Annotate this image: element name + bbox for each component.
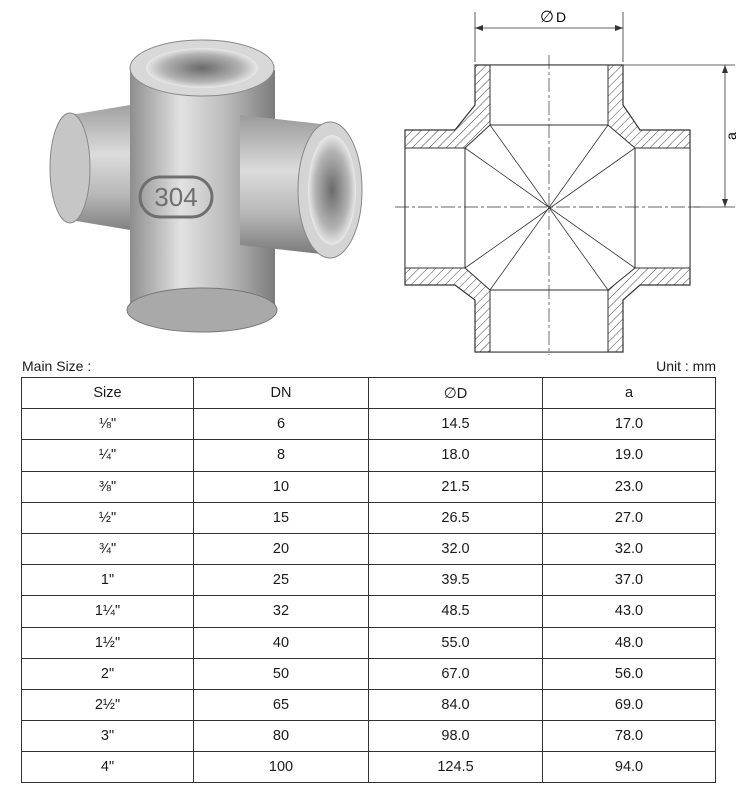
cell-dn: 65 — [194, 689, 369, 720]
cell-size: 4" — [22, 752, 194, 783]
cross-technical-drawing — [390, 0, 750, 355]
cell-dn: 32 — [194, 596, 369, 627]
cell-dn: 8 — [194, 440, 369, 471]
cell-dn: 40 — [194, 627, 369, 658]
cell-size: ⅛" — [22, 409, 194, 440]
table-row — [22, 658, 716, 689]
table-row — [22, 565, 716, 596]
cell-dn: 100 — [194, 752, 369, 783]
cell-d: 55.0 — [369, 627, 543, 658]
cell-size: ½" — [22, 502, 194, 533]
cell-dn: 15 — [194, 502, 369, 533]
table-row — [22, 752, 716, 783]
header-dn: DN — [194, 378, 369, 409]
cell-d: 26.5 — [369, 502, 543, 533]
cell-dn: 20 — [194, 533, 369, 564]
table-row — [22, 502, 716, 533]
cell-size: 1½" — [22, 627, 194, 658]
cell-a: 27.0 — [543, 502, 716, 533]
main-size-label: Main Size : — [22, 358, 92, 374]
header-phi-symbol: ∅ — [443, 385, 457, 403]
cell-d: 124.5 — [369, 752, 543, 783]
header-size: Size — [22, 378, 194, 409]
table-row — [22, 689, 716, 720]
table-row — [22, 533, 716, 564]
cell-a: 37.0 — [543, 565, 716, 596]
cell-size: 2½" — [22, 689, 194, 720]
cell-d: 21.5 — [369, 471, 543, 502]
cell-d: 67.0 — [369, 658, 543, 689]
table-row — [22, 596, 716, 627]
table-row — [22, 721, 716, 752]
cell-d: 84.0 — [369, 689, 543, 720]
cell-d: 48.5 — [369, 596, 543, 627]
cell-a: 69.0 — [543, 689, 716, 720]
cell-d: 18.0 — [369, 440, 543, 471]
header-d: D — [456, 386, 468, 403]
cell-size: 1" — [22, 565, 194, 596]
cell-a: 19.0 — [543, 440, 716, 471]
cell-size: 2" — [22, 658, 194, 689]
table-header-row — [22, 378, 716, 409]
cell-a: 78.0 — [543, 721, 716, 752]
cell-size: ¾" — [22, 533, 194, 564]
cell-size: 3" — [22, 721, 194, 752]
cell-a: 94.0 — [543, 752, 716, 783]
table-row — [22, 440, 716, 471]
header-phi-d — [369, 378, 543, 409]
cell-size: ⅜" — [22, 471, 194, 502]
cell-size: ¼" — [22, 440, 194, 471]
cell-d: 98.0 — [369, 721, 543, 752]
cell-a: 32.0 — [543, 533, 716, 564]
table-row — [22, 471, 716, 502]
cell-dn: 80 — [194, 721, 369, 752]
stamp-text: 304 — [154, 182, 198, 212]
table-row — [22, 409, 716, 440]
cell-dn: 25 — [194, 565, 369, 596]
cross-fitting-photo — [40, 20, 380, 350]
size-table — [21, 377, 716, 783]
header-a: a — [543, 378, 716, 409]
cell-d: 39.5 — [369, 565, 543, 596]
dim-d-label: D — [556, 9, 567, 25]
cell-a: 48.0 — [543, 627, 716, 658]
cell-dn: 6 — [194, 409, 369, 440]
cell-a: 56.0 — [543, 658, 716, 689]
unit-label: Unit : mm — [656, 358, 716, 374]
cell-d: 32.0 — [369, 533, 543, 564]
cell-dn: 10 — [194, 471, 369, 502]
cell-a: 17.0 — [543, 409, 716, 440]
dim-phi-symbol: ∅ — [540, 9, 554, 26]
cell-d: 14.5 — [369, 409, 543, 440]
cell-a: 43.0 — [543, 596, 716, 627]
table-row — [22, 627, 716, 658]
cell-dn: 50 — [194, 658, 369, 689]
cell-size: 1¼" — [22, 596, 194, 627]
cell-a: 23.0 — [543, 471, 716, 502]
dim-a-label: a — [723, 132, 739, 140]
